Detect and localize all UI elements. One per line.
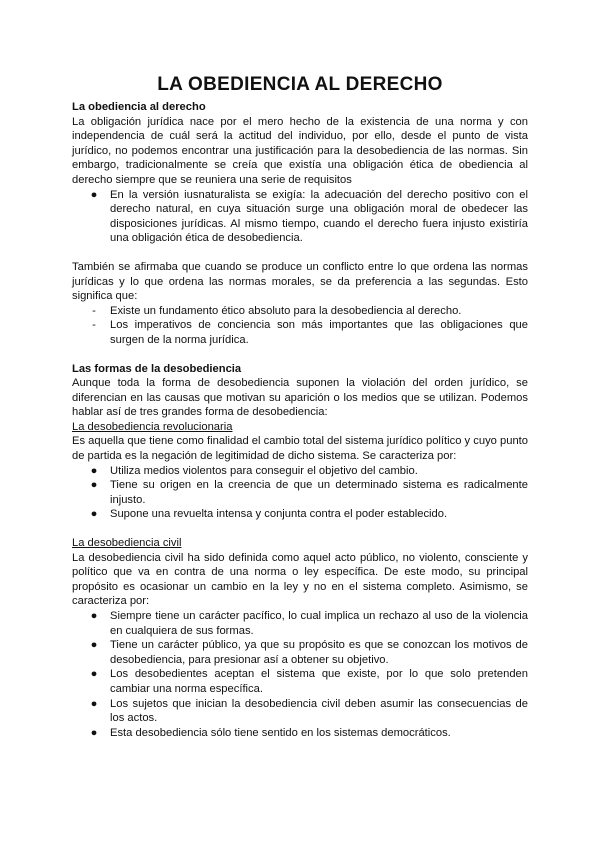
list-item [72,188,528,246]
list-item [72,304,528,319]
list-item-text: Esta desobediencia sólo tiene sentido en los sistemas democráticos. [110,726,451,739]
dash-icon: - [92,304,96,317]
paragraph: La obligación jurídica nace por el mero hecho de la existencia de una norma y con independencia de cuál será la actitud del individuo, por ello, desde el punto de vista jurídico, no podemos encontrar una justificación para la desobediencia de las normas. Sin embargo, tradicionalmente se creía que existía una obligación ética de obediencia al derecho siempre que se reuniera una serie de requisitos [72,115,528,186]
bullet-icon: ● [90,668,98,681]
subheading-civil: La desobediencia civil [72,537,182,550]
paragraph: La desobediencia civil ha sido definida como aquel acto público, no violento, consciente y político que va en contra de una norma o ley específica. De este modo, su principal propósito es ocasionar un cambio en la ley y no en el sistema completo. Asimismo, se caracteriza por: [72,551,528,608]
list-item-text: Tiene su origen en la creencia de que un determinado sistema es radicalmente injusto. [110,479,528,506]
list-item [72,464,528,479]
list-item-text: Siempre tiene un carácter pacífico, lo cual implica un rechazo al uso de la violencia en cualquiera de sus formas. [110,610,528,637]
section-heading-obediencia: La obediencia al derecho [72,101,206,113]
list-item [72,697,528,726]
list-item [72,318,528,347]
subheading-revolucionaria: La desobediencia revolucionaria [72,420,233,433]
bullet-icon: ● [90,726,98,739]
document-body [72,100,528,740]
dash-icon: - [92,319,96,332]
list-item [72,638,528,667]
bullet-list [72,464,528,522]
list-item-text: En la versión iusnaturalista se exigía: la adecuación del derecho positivo con el derecho natural, en cuya situación surge una obligación moral de obedecer las disposiciones jurídicas. Al mismo tiempo, cuando el derecho fuera injusto existiría una obligación ética de desobediencia. [110,188,528,245]
list-item-text: Los imperativos de conciencia son más importantes que las obligaciones que surgen de la norma jurídica. [110,319,528,346]
list-item-text: Utiliza medios violentos para conseguir el objetivo del cambio. [110,464,418,477]
list-item [72,726,528,741]
list-item-text: Los desobedientes aceptan el sistema que existe, por lo que solo pretenden cambiar una norma específica. [110,668,528,695]
list-item [72,507,528,522]
section-heading-formas: Las formas de la desobediencia [72,362,242,375]
paragraph: También se afirmaba que cuando se produce un conflicto entre lo que ordena las normas jurídicas y lo que ordena las normas morales, se da preferencia a las segundas. Esto significa que: [72,260,528,303]
list-item [72,667,528,696]
paragraph: Aunque toda la forma de desobediencia suponen la violación del orden jurídico, se diferencian en las causas que motivan su aparición o los medios que se utilizan. Podemos hablar así de tres grandes forma de desobediencia: [72,377,528,419]
list-item [72,478,528,507]
paragraph: Es aquella que tiene como finalidad el cambio total del sistema jurídico político y cuyo punto de partida es la negación de legitimidad de dicho sistema. Se caracteriza por: [72,435,528,463]
page-title: LA OBEDIENCIA AL DERECHO [157,74,443,95]
list-item [72,609,528,638]
dash-list [72,304,528,348]
list-item-text: Existe un fundamento ético absoluto para la desobediencia al derecho. [110,304,462,317]
bullet-list [72,609,528,740]
bullet-icon: ● [90,639,98,652]
bullet-icon: ● [90,697,98,710]
list-item-text: Supone una revuelta intensa y conjunta contra el poder establecido. [110,508,448,521]
bullet-list [72,188,528,246]
bullet-icon: ● [90,508,98,521]
list-item-text: Tiene un carácter público, ya que su propósito es que se conozcan los motivos de desobediencia, para presionar así a obtener su objetivo. [110,639,528,666]
bullet-icon: ● [90,610,98,622]
list-item-text: Los sujetos que inician la desobediencia civil deben asumir las consecuencias de los actos. [110,697,528,725]
bullet-icon: ● [90,188,98,201]
bullet-icon: ● [90,479,98,492]
bullet-icon: ● [90,464,98,477]
